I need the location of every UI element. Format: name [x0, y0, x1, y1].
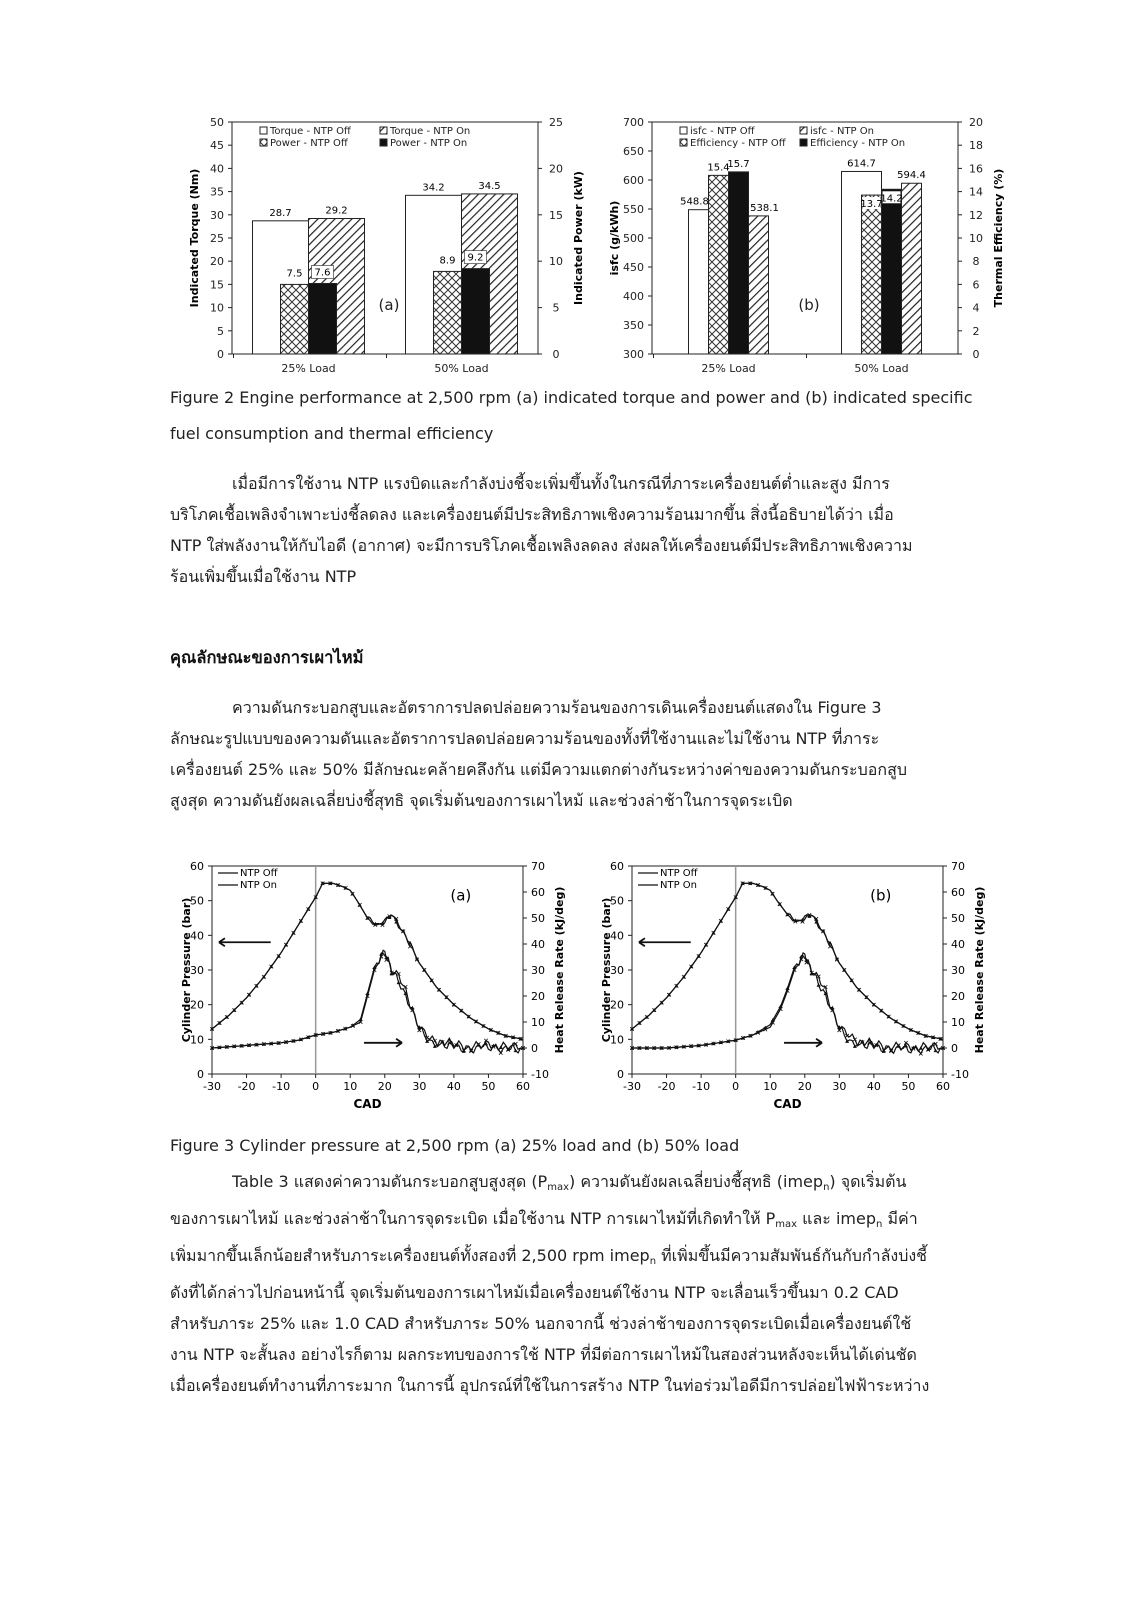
x-tick-label: -20 [237, 1080, 256, 1093]
y-tick-label: 0 [197, 1068, 204, 1081]
x-tick-label: 50% Load [854, 362, 909, 375]
y-tick-label: 700 [623, 116, 644, 129]
arrow-left-icon [219, 938, 271, 946]
series-marker [499, 1051, 503, 1055]
y-tick-label: 0 [617, 1068, 624, 1081]
bar-efficiency-ntp-on [882, 189, 902, 354]
data-label: 29.2 [325, 205, 348, 217]
y-right-tick-label: -10 [951, 1068, 969, 1081]
data-label: 8.9 [439, 255, 456, 267]
figure2b-chart [600, 110, 1005, 382]
x-tick-label: -30 [623, 1080, 641, 1093]
data-label: 34.5 [478, 180, 501, 192]
y-right-tick-label: 8 [972, 255, 980, 269]
x-tick-label: -30 [203, 1080, 221, 1093]
x-tick-label: 50 [481, 1080, 496, 1093]
legend-swatch [260, 127, 267, 134]
bar-power-ntp-off [434, 271, 462, 354]
y-right-tick-label: 15 [549, 208, 563, 222]
y-right-tick-label: -10 [531, 1068, 549, 1081]
data-label: 28.7 [269, 207, 292, 219]
panel-label: (a) [450, 886, 472, 905]
x-tick-label: -10 [272, 1080, 291, 1093]
bar-efficiency-ntp-on [729, 172, 749, 354]
x-tick-label: 50% Load [434, 362, 489, 375]
figure2-caption-line: Figure 2 Engine performance at 2,500 rpm (a) indicated torque and power and (b) indicated specific [170, 388, 973, 407]
text-run: ) ความดันยังผลเฉลี่ยบ่งชี้สุทธิ (imep [569, 1172, 824, 1191]
data-label: 14.2 [880, 193, 903, 205]
data-label: 538.1 [750, 202, 779, 214]
y-tick-label: 45 [210, 139, 224, 153]
series-marker [934, 1049, 938, 1053]
y-tick-label: 350 [623, 319, 644, 332]
data-label: 548.8 [680, 196, 709, 208]
panel-label: (b) [798, 295, 820, 314]
subscript: n [876, 1219, 883, 1230]
y-tick-label: 450 [623, 261, 644, 274]
y-right-tick-label: 70 [531, 860, 545, 873]
paragraph-line: ลักษณะรูปแบบของความดันและอัตราการปลดปล่อยความร้อนของทั้งที่ใช้งานและไม่ใช้งาน NTP ที่ภาระ [170, 729, 880, 748]
series-line-pressure-ntp-off [212, 883, 523, 1039]
legend-swatch [380, 127, 387, 134]
y-right-tick-label: 10 [969, 232, 983, 245]
y-tick-label: 35 [210, 185, 224, 199]
y-axis-label: Cylinder Pressure (bar) [180, 897, 193, 1043]
legend-label: NTP Off [660, 868, 698, 879]
data-label: 7.5 [286, 268, 303, 280]
y-tick-label: 60 [190, 860, 204, 873]
section-heading: คุณลักษณะของการเผาไหม้ [170, 648, 364, 667]
paragraph-line: เมื่อเครื่องยนต์ทำงานที่ภาระมาก ในการนี้ อุปกรณ์ที่ใช้ในการสร้าง NTP ในท่อร่วมไอดีมีการปล่อยไฟฟ้าระหว่าง [170, 1376, 930, 1395]
y-axis-label: isfc (g/kWh) [608, 200, 621, 276]
y-axis-label: Indicated Torque (Nm) [188, 168, 201, 308]
x-tick-label: 60 [516, 1080, 530, 1093]
data-label: 9.2 [467, 252, 484, 264]
y-tick-label: 0 [217, 348, 224, 361]
y-tick-label: 15 [210, 278, 224, 292]
figure3-caption: Figure 3 Cylinder pressure at 2,500 rpm (a) 25% load and (b) 50% load [170, 1136, 740, 1155]
y-tick-label: 40 [210, 162, 224, 176]
y-right-tick-label: 0 [972, 348, 980, 361]
text-run: และ imep [797, 1209, 877, 1228]
data-label: 7.6 [314, 267, 331, 279]
figure3b-chart [598, 858, 1008, 1120]
bar-isfc-ntp-on [749, 216, 769, 354]
bar-power-ntp-on [462, 269, 490, 354]
x-tick-label: 20 [377, 1080, 392, 1093]
series-line-pressure-ntp-off [632, 883, 943, 1039]
data-label: 15.4 [707, 162, 730, 174]
figure2-panel-b [600, 110, 1005, 382]
y-right-tick-label: 14 [969, 185, 983, 199]
paragraph-line: สูงสุด ความดันยังผลเฉลี่ยบ่งชี้สุทธิ จุดเริ่มต้นของการเผาไหม้ และช่วงล่าช้าในการจุดระเบิด [170, 791, 793, 810]
subscript: max [775, 1219, 798, 1230]
y-right-tick-label: 0 [951, 1042, 958, 1055]
arrow-right-icon [784, 1039, 822, 1047]
x-tick-label: 10 [763, 1080, 778, 1093]
y-right-tick-label: 10 [549, 255, 563, 269]
y-tick-label: 550 [623, 203, 644, 216]
figure2a-chart [180, 110, 585, 382]
x-axis-label: CAD [353, 1097, 382, 1111]
legend-label: NTP On [240, 880, 278, 891]
paragraph-line [170, 1166, 1010, 1203]
y-right-tick-label: 40 [531, 938, 545, 951]
y-tick-label: 600 [623, 174, 644, 187]
y-tick-label: 40 [190, 929, 204, 943]
arrow-left-icon [639, 938, 691, 946]
y-right-tick-label: 60 [531, 886, 545, 899]
series-line-pressure-ntp-on [632, 883, 943, 1039]
x-tick-label: 25% Load [701, 362, 756, 375]
y-right-tick-label: 30 [951, 964, 965, 977]
y-tick-label: 20 [210, 255, 224, 269]
legend-label: Torque - NTP Off [270, 126, 351, 137]
paragraph-table3 [170, 1166, 1010, 1401]
y-right-tick-label: 16 [969, 162, 983, 176]
bar-isfc-ntp-on [902, 183, 922, 354]
subscript: n [649, 1256, 657, 1267]
y-right-axis-label: Heat Release Rate (kJ/deg) [553, 886, 566, 1054]
y-right-tick-label: 60 [951, 886, 965, 899]
series-marker [867, 1037, 871, 1041]
y-tick-label: 650 [623, 145, 644, 158]
data-label: 15.7 [727, 158, 750, 170]
series-line-pressure-ntp-on [212, 883, 523, 1039]
series-marker [919, 1046, 923, 1050]
y-tick-label: 30 [610, 964, 624, 977]
y-right-tick-label: 20 [969, 116, 983, 129]
y-right-tick-label: 50 [531, 912, 545, 925]
y-right-tick-label: 0 [531, 1042, 538, 1055]
data-label: 594.4 [897, 170, 926, 182]
legend-label: NTP Off [240, 868, 278, 879]
y-tick-label: 50 [190, 894, 204, 908]
paragraph-line: เครื่องยนต์ 25% และ 50% มีลักษณะคล้ายคลึงกัน แต่มีความแตกต่างกันระหว่างค่าของความดันกระบอกสูบ [170, 760, 908, 779]
y-right-tick-label: 4 [972, 301, 980, 315]
data-label: 614.7 [847, 158, 876, 170]
subscript: max [547, 1182, 569, 1193]
x-tick-label: -20 [657, 1080, 676, 1093]
y-right-tick-label: 12 [969, 208, 983, 222]
x-tick-label: -10 [692, 1080, 711, 1093]
bar-efficiency-ntp-off [862, 195, 882, 354]
bar-power-ntp-on [309, 283, 337, 354]
legend-label: Power - NTP Off [270, 138, 348, 149]
x-tick-label: 50 [901, 1080, 916, 1093]
y-right-tick-label: 70 [951, 860, 965, 873]
y-right-tick-label: 25 [549, 116, 563, 129]
legend-label: NTP On [660, 880, 698, 891]
paragraph-line: ดังที่ได้กล่าวไปก่อนหน้านี้ จุดเริ่มต้นของการเผาไหม้เมื่อเครื่องยนต์ใช้งาน NTP จะเลื่อนเร็วขึ้นมา 0.2 CAD [170, 1283, 899, 1302]
legend-label: Efficiency - NTP On [810, 138, 906, 149]
series-marker [447, 1037, 451, 1041]
paragraph-line: ร้อนเพิ่มขึ้นเมื่อใช้งาน NTP [170, 567, 357, 586]
x-tick-label: 30 [412, 1080, 427, 1093]
series-line-heat-release-ntp-on [212, 953, 523, 1053]
y-right-tick-label: 20 [549, 162, 563, 176]
paragraph-line [170, 1203, 1010, 1240]
figure2-caption [170, 380, 1010, 452]
paragraph-line: ความดันกระบอกสูบและอัตราการปลดปล่อยความร้อนของการเดินเครื่องยนต์แสดงใน Figure 3 [232, 698, 882, 717]
paragraph-combustion [170, 692, 1010, 816]
legend-label: Torque - NTP On [390, 126, 471, 137]
arrow-right-icon [364, 1039, 402, 1047]
text-run: ที่เพิ่มขึ้นมีความสัมพันธ์กันกับกำลังบ่งชี้ [656, 1246, 928, 1265]
panel-label: (a) [378, 295, 400, 314]
series-line-heat-release-ntp-off [212, 950, 523, 1053]
figure3-panel-a [178, 858, 588, 1120]
text-run: มีค่า [882, 1209, 918, 1228]
y-tick-label: 20 [610, 998, 624, 1012]
legend-label: isfc - NTP Off [690, 126, 755, 137]
legend-swatch [680, 139, 687, 146]
x-tick-label: 40 [866, 1080, 881, 1093]
y-tick-label: 300 [623, 348, 644, 361]
figure3a-chart [178, 858, 588, 1120]
legend-swatch [800, 139, 807, 146]
y-right-tick-label: 18 [969, 139, 983, 153]
y-right-tick-label: 20 [531, 990, 545, 1003]
bar-power-ntp-off [281, 284, 309, 354]
y-right-tick-label: 20 [951, 990, 965, 1003]
legend-swatch [800, 127, 807, 134]
text-run: ของการเผาไหม้ และช่วงล่าช้าในการจุดระเบิด เมื่อใช้งาน NTP การเผาไหม้ที่เกิดทำให้ P [170, 1209, 776, 1228]
y-right-tick-label: 2 [972, 324, 980, 338]
paragraph-line: NTP ใส่พลังงานให้กับไอดี (อากาศ) จะมีการบริโภคเชื้อเพลิงลดลง ส่งผลให้เครื่องยนต์มีประสิทธิภาพเชิงความ [170, 536, 913, 555]
paragraph-line: บริโภคเชื้อเพลิงจำเพาะบ่งชี้ลดลง และเครื่องยนต์มีประสิทธิภาพเชิงความร้อนมากขึ้น สิ่งนี้อธิบายได้ว่า เมื่อ [170, 505, 894, 524]
legend-swatch [680, 127, 687, 134]
y-tick-label: 60 [610, 860, 624, 873]
text-run: Table 3 แสดงค่าความดันกระบอกสูบสูงสุด (P [232, 1172, 548, 1191]
subscript: n [823, 1182, 830, 1193]
y-right-tick-label: 5 [552, 301, 560, 315]
figure2-panel-a [180, 110, 585, 382]
y-right-tick-label: 40 [951, 938, 965, 951]
x-tick-label: 40 [446, 1080, 461, 1093]
text-run: เพิ่มมากขึ้นเล็กน้อยสำหรับภาระเครื่องยนต์ทั้งสองที่ 2,500 rpm imep [170, 1246, 650, 1265]
y-right-tick-label: 6 [972, 278, 980, 292]
x-tick-label: 60 [936, 1080, 950, 1093]
x-tick-label: 30 [832, 1080, 847, 1093]
y-tick-label: 10 [610, 1033, 624, 1047]
y-right-tick-label: 30 [531, 964, 545, 977]
y-tick-label: 50 [610, 894, 624, 908]
y-tick-label: 30 [190, 964, 204, 977]
paragraph-performance [170, 468, 1010, 592]
series-line-heat-release-ntp-off [632, 953, 943, 1054]
legend-label: Efficiency - NTP Off [690, 138, 786, 149]
paragraph-line: งาน NTP จะสั้นลง อย่างไรก็ตาม ผลกระทบของการใช้ NTP ที่มีต่อการเผาไหม้ในสองส่วนหลังจะเห็นได้เด่นชัด [170, 1345, 917, 1364]
x-tick-label: 20 [797, 1080, 812, 1093]
y-right-axis-label: Thermal Efficiency (%) [992, 168, 1005, 308]
data-label: 34.2 [422, 182, 445, 194]
legend-label: isfc - NTP On [810, 126, 874, 137]
series-marker [514, 1049, 518, 1053]
figure3-panel-b [598, 858, 1008, 1120]
y-tick-label: 5 [217, 324, 224, 338]
y-tick-label: 10 [190, 1033, 204, 1047]
y-axis-label: Cylinder Pressure (bar) [600, 897, 613, 1043]
x-tick-label: 0 [312, 1080, 320, 1093]
paragraph-line [170, 1240, 1010, 1277]
y-tick-label: 500 [623, 232, 644, 245]
y-right-axis-label: Heat Release Rate (kJ/deg) [973, 886, 986, 1054]
y-tick-label: 25 [210, 232, 224, 245]
panel-label: (b) [870, 886, 892, 905]
x-tick-label: 10 [343, 1080, 358, 1093]
y-tick-label: 20 [190, 998, 204, 1012]
y-right-tick-label: 50 [951, 912, 965, 925]
legend-swatch [380, 139, 387, 146]
paragraph-line: เมื่อมีการใช้งาน NTP แรงบิดและกำลังบ่งชี้จะเพิ่มขึ้นทั้งในกรณีที่ภาระเครื่องยนต์ต่ำและสูง มีการ [232, 474, 890, 493]
y-tick-label: 50 [210, 116, 224, 129]
y-tick-label: 30 [210, 208, 224, 222]
y-tick-label: 10 [210, 301, 224, 315]
y-tick-label: 40 [610, 929, 624, 943]
y-tick-label: 400 [623, 290, 644, 303]
text-run: ) จุดเริ่มต้น [829, 1172, 907, 1191]
y-right-tick-label: 10 [951, 1016, 965, 1029]
x-tick-label: 0 [732, 1080, 740, 1093]
y-right-axis-label: Indicated Power (kW) [572, 171, 585, 305]
figure2-caption-line: fuel consumption and thermal efficiency [170, 424, 494, 443]
legend-label: Power - NTP On [390, 138, 468, 149]
series-line-heat-release-ntp-on [632, 956, 943, 1053]
data-label: 13.7 [860, 199, 883, 211]
y-right-tick-label: 10 [531, 1016, 545, 1029]
legend-swatch [260, 139, 267, 146]
x-tick-label: 25% Load [281, 362, 336, 375]
y-right-tick-label: 0 [552, 348, 560, 361]
paragraph-line: สำหรับภาระ 25% และ 1.0 CAD สำหรับภาระ 50% นอกจากนี้ ช่วงล่าช้าของการจุดระเบิดเมื่อเครื่องยนต์ใช้ [170, 1314, 912, 1333]
bar-efficiency-ntp-off [709, 175, 729, 354]
x-axis-label: CAD [773, 1097, 802, 1111]
